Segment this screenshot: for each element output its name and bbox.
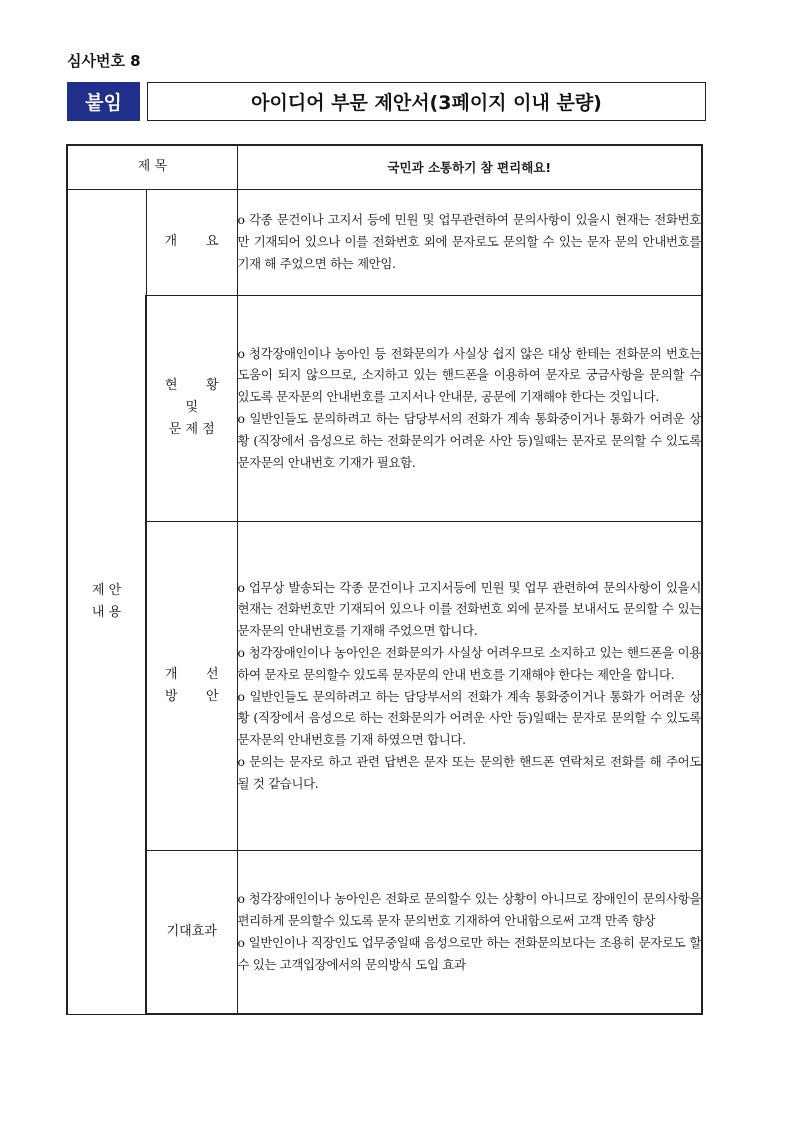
improvement-paragraph-4: o 문의는 문자로 하고 관련 답변은 문자 또는 문의한 핸드폰 연락처로 전화를 해 주어도 될 것 같습니다. — [237, 753, 701, 791]
status-text — [237, 295, 702, 521]
status-paragraph-1: o 청각장애인이나 농아인 등 전화문의가 사실상 쉽지 않은 대상 한테는 전화문의 번호는 도움이 되지 않으므로, 소지하고 있는 핸드폰을 이용하여 문자로 궁금사항을 문의할 수 있도록 문자문의 안내번호를 고지서나 안내문, 공문에 기재해야 한다는 것입니다. — [237, 345, 701, 405]
status-label-c: 문 제 점 — [168, 422, 215, 437]
title-row — [67, 145, 702, 189]
effect-paragraph-2: o 일반인이나 직장인도 업무중일때 음성으로만 하는 전화문의보다는 조용히 문자로도 할 수 있는 고객입장에서의 문의방식 도입 효과 — [237, 934, 701, 972]
title-label: 제 목 — [67, 145, 237, 189]
effect-label: 기대효과 — [146, 850, 237, 1014]
overview-row — [67, 189, 702, 295]
document-title: 아이디어 부문 제안서(3페이지 이내 분량) — [147, 82, 706, 121]
status-row — [67, 295, 702, 521]
overview-label-b: 요 — [205, 234, 219, 249]
status-paragraph-2: o 일반인들도 문의하려고 하는 담당부서의 전화가 계속 통화중이거나 통화가 어려운 상황 (직장에서 음성으로 하는 전화문의가 어려운 사안 등)일때는 문자로 문의할 수 있도록 문자문의 안내번호 기재가 필요함. — [237, 411, 701, 470]
status-label-a: 현 — [165, 378, 178, 393]
effect-paragraph-1: o 청각장애인이나 농아인은 전화로 문의할수 있는 상황이 아니므로 장애인이 문의사항을 편리하게 문의할수 있도록 문자 문의번호 기재하여 안내함으로써 고객 만족 향상 — [237, 891, 701, 928]
improvement-label-b: 선 — [205, 666, 219, 682]
improvement-paragraph-2: o 청각장애인이나 농아인은 전화문의가 사실상 어려우므로 소지하고 있는 핸드폰을 이용하여 문자로 문의할수 있도록 문자문의 안내 번호를 기재해야 한다는 제안을 합니다. — [237, 644, 701, 682]
improvement-paragraph-3: o 일반인들도 문의하려고 하는 담당부서의 전화가 계속 통화중이거나 통화가 어려운 상황 (직장에서 음성으로 하는 전화문의가 어려운 사안 등)일때는 문자로 문의할 수 있도록 문자문의 안내번호를 기재 하였으면 합니다. — [237, 688, 701, 748]
overview-label — [146, 189, 237, 295]
overview-text — [237, 189, 702, 295]
improvement-row — [67, 521, 702, 850]
proposal-content-label — [67, 189, 146, 1014]
status-label-b: 황 — [205, 378, 219, 393]
proposal-table — [66, 144, 703, 1015]
status-label — [146, 295, 237, 521]
effect-row — [67, 850, 702, 1014]
title-value: 국민과 소통하기 참 편리해요! — [237, 145, 702, 189]
improvement-label-d: 안 — [205, 688, 219, 704]
improvement-label — [146, 521, 237, 850]
status-label-mid: 및 — [185, 400, 199, 415]
proposal-content-label-line1: 제 안 — [91, 582, 122, 598]
proposal-content-label-line2: 내 용 — [91, 604, 122, 620]
improvement-text — [237, 521, 702, 850]
improvement-label-c: 방 — [165, 688, 178, 704]
improvement-label-a: 개 — [165, 666, 178, 682]
attachment-badge: 붙임 — [67, 82, 140, 121]
review-number: 심사번호 8 — [67, 52, 141, 70]
overview-label-a: 개 — [164, 234, 178, 249]
improvement-paragraph-1: o 업무상 발송되는 각종 문건이나 고지서등에 민원 및 업무 관련하여 문의사항이 있을시 현재는 전화번호만 기재되어 있으나 이를 전화번호 외에 문자를 보내서도 문의할 수 있는 문자문의 안내번호를 기재해 주었으면 합니다. — [237, 579, 701, 639]
overview-paragraph: o 각종 문건이나 고지서 등에 민원 및 업무관련하여 문의사항이 있을시 현재는 전화번호만 기재되어 있으나 이를 전화번호 외에 문자로도 문의할 수 있는 문자 문의 안내번호를 기재 해 주었으면 하는 제안임. — [237, 212, 701, 271]
effect-text — [237, 850, 702, 1014]
